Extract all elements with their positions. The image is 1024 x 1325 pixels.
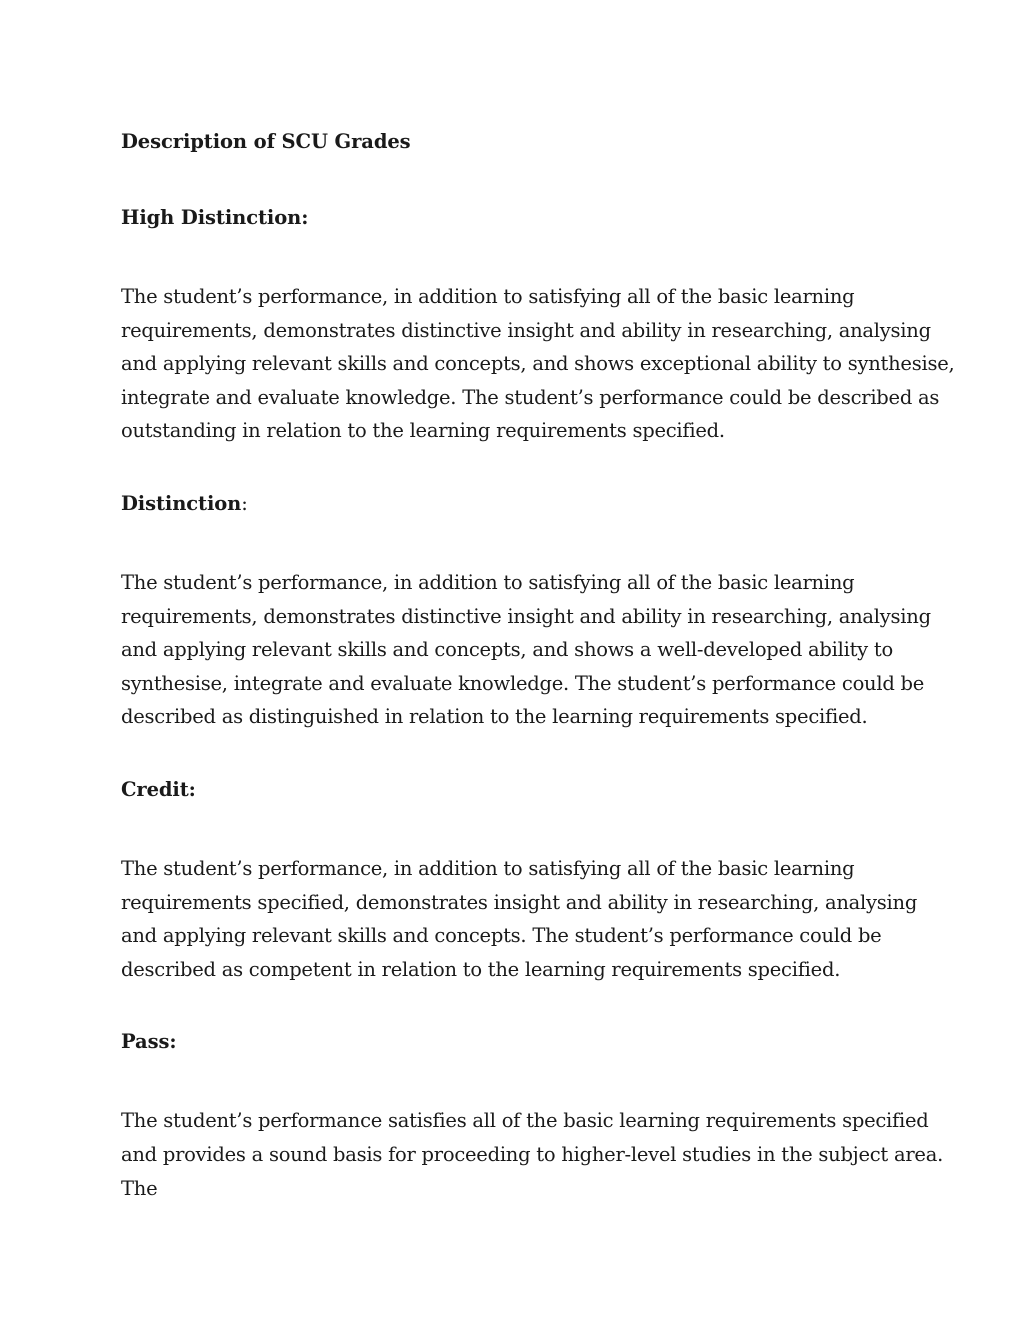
description-line: and applying relevant skills and concepts, and shows a well-developed ability to: [121, 638, 893, 662]
section-heading-label: Pass: [121, 1030, 170, 1054]
description-line: and applying relevant skills and concepts. The student’s performance could be: [121, 924, 882, 948]
description-line: requirements specified, demonstrates insight and ability in researching, analysing: [121, 890, 918, 914]
section-heading-pass: [121, 1028, 921, 1056]
section-heading-label: High Distinction: [121, 206, 302, 229]
description-line: described as distinguished in relation to the learning requirements specified.: [121, 705, 868, 729]
section-heading-label: Credit: [121, 777, 189, 801]
section-heading-high-distinction: [121, 204, 921, 232]
description-line: and applying relevant skills and concepts, and shows exceptional ability to synthesise,: [121, 352, 955, 376]
section-heading-suffix: :: [188, 777, 196, 801]
section-heading-suffix: :: [301, 206, 309, 229]
section-heading-credit: [121, 776, 921, 804]
section-heading-distinction: [121, 490, 921, 518]
section-description: [121, 566, 931, 734]
description-line: requirements, demonstrates distinctive insight and ability in researching, analysing: [121, 318, 931, 342]
section-heading-suffix: :: [241, 491, 248, 515]
grade-sections: [121, 204, 955, 1205]
description-line: The student’s performance, in addition to satisfying all of the basic learning: [121, 570, 855, 594]
description-line: The: [121, 1176, 158, 1200]
description-line: described as competent in relation to the learning requirements specified.: [121, 957, 841, 981]
section-heading-label: Distinction: [121, 491, 242, 515]
description-line: and provides a sound basis for proceeding to higher-level studies in the subject area.: [121, 1142, 944, 1166]
description-line: outstanding in relation to the learning requirements specified.: [121, 419, 725, 443]
document-title: Description of SCU Grades: [121, 130, 411, 153]
description-line: synthesise, integrate and evaluate knowledge. The student’s performance could be: [121, 671, 925, 695]
description-line: The student’s performance, in addition to satisfying all of the basic learning: [121, 285, 855, 308]
description-line: integrate and evaluate knowledge. The student’s performance could be described as: [121, 385, 940, 409]
description-line: The student’s performance satisfies all of the basic learning requirements specified: [121, 1109, 929, 1133]
description-line: requirements, demonstrates distinctive insight and ability in researching, analysing: [121, 604, 931, 628]
section-description: [121, 852, 921, 986]
section-description: [121, 1104, 944, 1205]
section-heading-suffix: :: [169, 1030, 177, 1054]
document-page: [121, 128, 955, 1247]
section-description: [121, 280, 955, 448]
description-line: The student’s performance, in addition to satisfying all of the basic learning: [121, 856, 855, 880]
